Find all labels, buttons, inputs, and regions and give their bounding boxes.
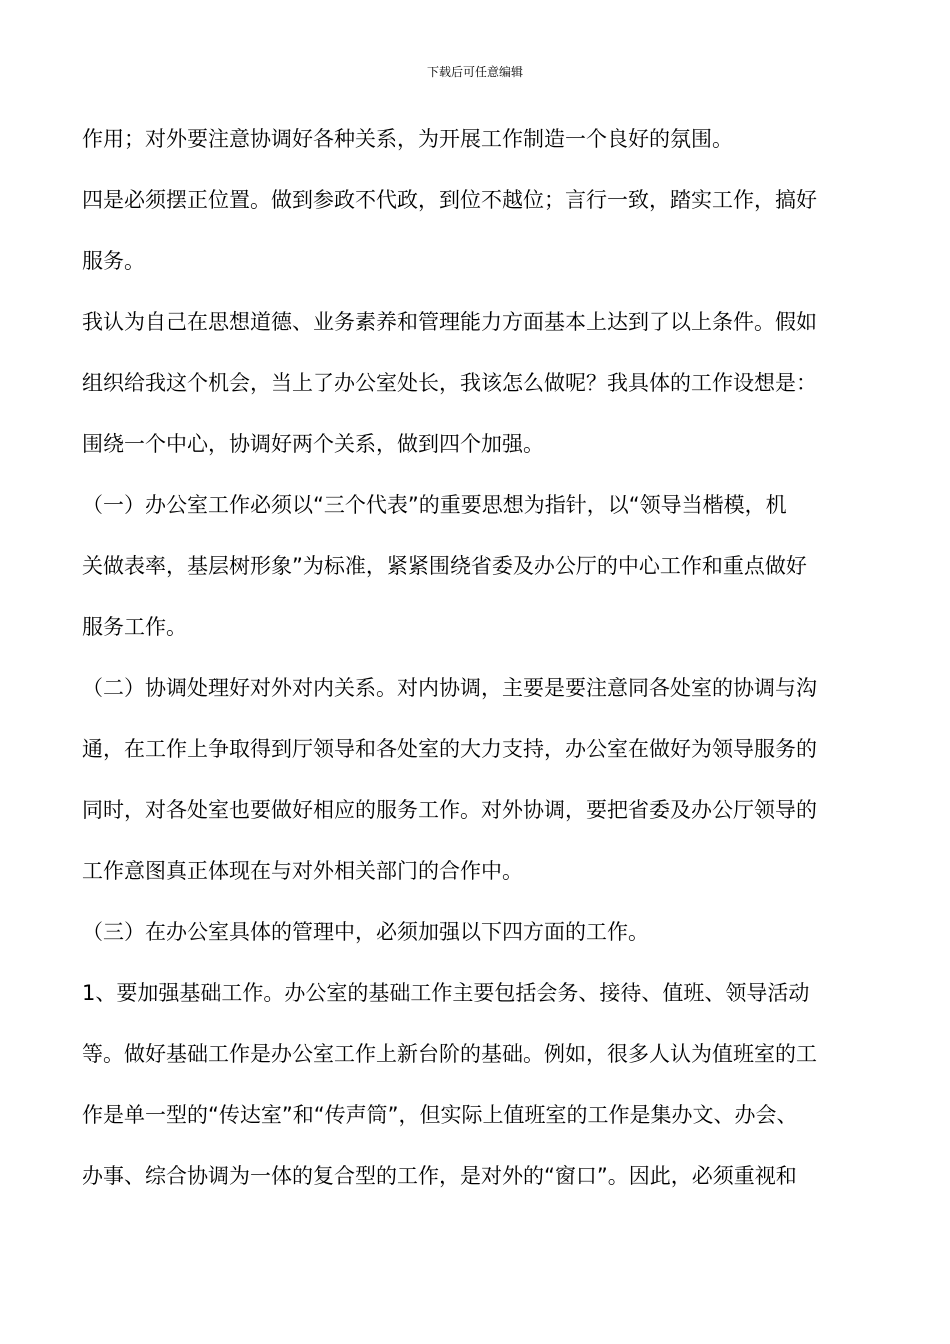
text-line: 围绕一个中心，协调好两个关系，做到四个加强。 [82,432,544,456]
text-line: 服务工作。 [82,615,187,639]
text-line: （一）办公室工作必须以“三个代表”的重要思想为指针，以“领导当楷模，机 [82,493,787,517]
text-line: （三）在办公室具体的管理中，必须加强以下四方面的工作。 [82,920,649,944]
text-line: 关做表率，基层树形象”为标准，紧紧围绕省委及办公厅的中心工作和重点做好 [82,554,807,578]
text-line: （二）协调处理好对外对内关系。对内协调，主要是要注意同各处室的协调与沟 [82,676,817,700]
text-line: 作用；对外要注意协调好各种关系，为开展工作制造一个良好的氛围。 [82,127,733,151]
text-line: 我认为自己在思想道德、业务素养和管理能力方面基本上达到了以上条件。假如 [82,310,817,334]
text-line: 四是必须摆正位置。做到参政不代政，到位不越位；言行一致，踏实工作，搞好 [82,188,817,212]
page-header: 下载后可任意编辑 [426,65,523,79]
text-line: 等。做好基础工作是办公室工作上新台阶的基础。例如，很多人认为值班室的工 [82,1042,817,1066]
text-line: 组织给我这个机会，当上了办公室处长，我该怎么做呢？我具体的工作设想是： [82,371,817,395]
text-line: 工作意图真正体现在与对外相关部门的合作中。 [82,859,523,883]
text-line: 作是单一型的“传达室”和“传声筒”，但实际上值班室的工作是集办文、办会、 [82,1103,798,1127]
text-line: 同时，对各处室也要做好相应的服务工作。对外协调，要把省委及办公厅领导的 [82,798,817,822]
text-line: 服务。 [82,249,145,273]
text-line: 办事、综合协调为一体的复合型的工作，是对外的“窗口”。因此，必须重视和 [82,1164,797,1188]
document-body [82,109,887,1207]
text-line: 通，在工作上争取得到厅领导和各处室的大力支持，办公室在做好为领导服务的 [82,737,817,761]
text-line: 1、要加强基础工作。办公室的基础工作主要包括会务、接待、值班、领导活动 [82,981,810,1005]
